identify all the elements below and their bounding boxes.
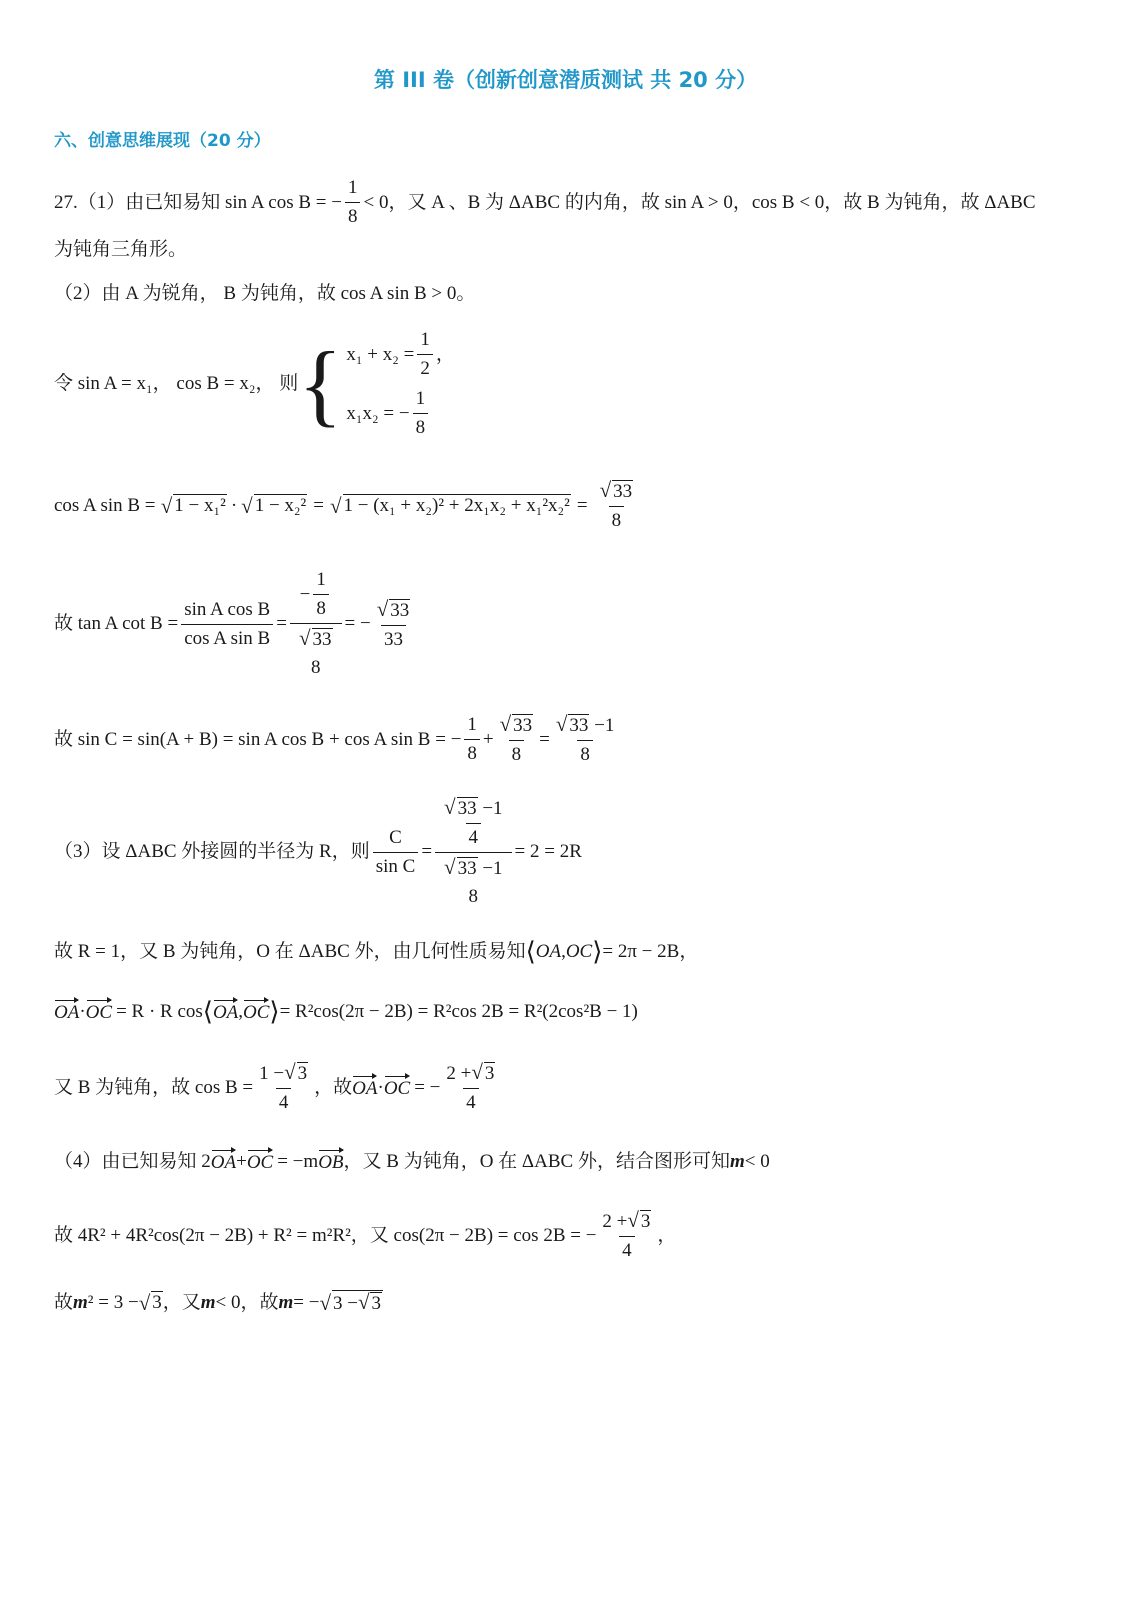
numerator: √ 33 −1 <box>555 712 615 736</box>
numerator: 1 <box>415 388 426 409</box>
vector-OA: OA <box>535 941 562 962</box>
solution-part-2 <box>54 282 475 306</box>
radicand: 3 <box>152 1292 162 1313</box>
radicand: 33 <box>613 481 633 502</box>
vector-OC: OC <box>86 998 112 1025</box>
left-angle-bracket: ⟨ <box>525 937 536 966</box>
radicand: 33 <box>457 798 477 819</box>
dot-product-line <box>54 998 638 1025</box>
vector-OC: OC <box>247 1148 273 1175</box>
equals: = <box>539 728 550 750</box>
system-row-1 <box>346 328 454 381</box>
equals: = <box>421 841 433 862</box>
one-minus: 1 − <box>259 1063 285 1084</box>
numerator: √ 33 −1 <box>444 855 503 879</box>
row1-text: x₁ + x₂ = <box>346 343 415 365</box>
eq-middle: = −m <box>277 1150 319 1172</box>
numerator: √ 33 <box>499 712 533 736</box>
denominator: sin C <box>373 852 419 879</box>
eq-middle: = R · R cos <box>116 1000 203 1022</box>
eq-part: = − <box>293 1291 320 1313</box>
denominator: 8 <box>313 594 329 621</box>
eq-tail-text: ，又 B 为钝角，O 在 ΔABC 外，结合图形可知 <box>343 1150 730 1172</box>
radicand: 33 <box>390 599 410 621</box>
variable-m: m <box>729 1150 745 1172</box>
row1-tail: ， <box>435 343 455 365</box>
eq-lead: 又 B 为钝角，故 cos B = <box>54 1076 254 1098</box>
eq-lead: cos A sin B = <box>54 494 156 516</box>
fraction-sqrt33-minus1-over-8 <box>553 712 618 767</box>
denominator: 4 <box>276 1088 292 1115</box>
tanA-cotB-equation <box>54 568 416 680</box>
row2-text: x₁x₂ = − <box>346 402 410 424</box>
part1-conclusion <box>54 238 187 262</box>
radicand: 33 <box>569 715 589 736</box>
eq-part: ² = 3 − <box>87 1291 139 1313</box>
eq-lead: 故 sin C = sin(A + B) = sin A cos B + cos A sin B = − <box>54 728 462 750</box>
sqrt-symbol: √ <box>319 1290 331 1315</box>
equals-minus: = − <box>414 1076 441 1098</box>
sqrt-symbol: √ <box>138 1290 151 1315</box>
denominator <box>435 852 512 909</box>
minus-one: −1 <box>477 798 503 819</box>
numerator: 1 <box>347 177 358 198</box>
eq-part: ，又 <box>162 1291 201 1313</box>
system-row-2 <box>346 387 454 440</box>
minus-one: −1 <box>477 858 503 879</box>
fraction-C-over-sinC <box>373 826 419 879</box>
fraction-sin-cos <box>181 598 273 651</box>
denominator <box>290 623 342 680</box>
eq-lead: 故 4R² + 4R²cos(2π − 2B) + R² = m²R²，又 cos(2π − 2B) = cos 2B = − <box>54 1224 597 1246</box>
vector-OA: OA <box>211 1148 236 1175</box>
equals-minus: = − <box>344 613 371 634</box>
radicand-1: 1 − x₁² <box>174 495 226 516</box>
dot-operator: · <box>230 494 238 516</box>
numerator: 1 −√ 3 <box>259 1060 308 1084</box>
denominator: 8 <box>468 886 479 907</box>
eq-tail: = 2π − 2B， <box>602 941 699 962</box>
fraction-sqrt33-over-8 <box>497 712 537 767</box>
denominator: 8 <box>464 739 480 766</box>
radicand: 33 <box>513 715 533 736</box>
dot-operator: · <box>79 1000 86 1022</box>
radicand: 3 <box>297 1063 308 1084</box>
part1-text-b: < 0，又 A 、B 为 ΔABC 的内角，故 sin A > 0，cos B < 0，故 B 为钝角，故 ΔABC <box>363 191 1036 213</box>
equals: = <box>276 613 287 634</box>
final-answer-line <box>54 1290 383 1315</box>
numerator: sin A cos B <box>184 598 271 620</box>
radicand-3: 1 − (x₁ + x₂)² + 2x₁x₂ + x₁²x₂² <box>343 495 570 516</box>
numerator: √ 33 −1 <box>444 795 503 819</box>
eq-lead: （3）设 ΔABC 外接圆的半径为 R，则 <box>54 841 370 862</box>
radicand: 33 <box>312 629 332 650</box>
fraction-one-eighth <box>413 387 429 440</box>
sqrt-symbol: √ <box>155 493 173 518</box>
vector-OC: OC <box>243 998 269 1025</box>
sqrt-symbol: √ <box>241 493 253 518</box>
vector-OC: OC <box>565 941 593 962</box>
vector-OC: OC <box>384 1074 410 1101</box>
denominator: 8 <box>413 413 429 440</box>
radicand-inner: 3 <box>371 1293 381 1314</box>
denominator: 8 <box>310 657 321 678</box>
fraction-2-plus-sqrt3-over-4 <box>443 1060 498 1115</box>
radicand-outer: 3 −√ 3 <box>332 1290 381 1314</box>
plus: + <box>482 728 494 750</box>
fraction-one-eighth <box>313 568 329 621</box>
denominator: 33 <box>381 625 406 652</box>
m-squared-line <box>54 1208 676 1263</box>
complex-fraction <box>290 568 342 680</box>
eq-middle: ，故 <box>314 1076 353 1098</box>
solution-part-3 <box>54 795 582 909</box>
minus-one: −1 <box>589 715 615 736</box>
radius-line <box>54 937 699 966</box>
eq-tail: ， <box>657 1224 677 1246</box>
fraction-one-eighth <box>345 176 361 229</box>
numerator: 1 <box>467 714 477 735</box>
numerator: √ 33 <box>376 596 410 621</box>
vector-OA: OA <box>54 998 79 1025</box>
radicand: 33 <box>457 858 477 879</box>
fraction-sqrt33-over-8 <box>296 626 336 680</box>
dot-operator: · <box>377 1076 384 1098</box>
eq-lead: 故 tan A cot B = <box>54 613 179 634</box>
cosA-sinB-equation <box>54 478 639 533</box>
eq-part: < 0，故 <box>215 1291 279 1313</box>
cosB-line <box>54 1060 501 1115</box>
denominator: 8 <box>345 202 361 229</box>
three-minus: 3 − <box>332 1293 358 1314</box>
section-heading: 六、创意思维展现（20 分） <box>54 131 271 151</box>
fraction-bottom <box>441 855 506 909</box>
variable-m: m <box>73 1291 88 1313</box>
comma: , <box>238 1000 244 1022</box>
fraction-one-half <box>417 328 433 381</box>
system-lead: 令 sin A = x₁， cos B = x₂， 则 <box>54 373 299 394</box>
sqrt-symbol: √ <box>329 493 342 518</box>
numerator: 2 +√ 3 <box>602 1208 651 1232</box>
vector-OA: OA <box>213 998 238 1025</box>
radicand: 3 <box>484 1063 495 1084</box>
denominator: 8 <box>577 740 593 767</box>
fraction-2-plus-sqrt3-over-4 <box>599 1208 654 1263</box>
radicand: 3 <box>640 1211 651 1232</box>
right-angle-bracket: ⟩ <box>269 996 280 1026</box>
vector-OA: OA <box>352 1074 377 1101</box>
equation-system <box>346 328 454 440</box>
eq-lead: （4）由已知易知 2 <box>54 1150 211 1172</box>
numerator: √ 33 <box>599 478 633 502</box>
left-brace: { <box>298 333 343 435</box>
eq-tail: = R²cos(2π − 2B) = R²cos 2B = R²(2cos²B − 1) <box>279 1000 638 1022</box>
right-angle-bracket: ⟩ <box>592 937 603 966</box>
numerator <box>435 795 512 852</box>
fraction-one-eighth <box>464 713 480 766</box>
solution-part-1 <box>54 176 1036 229</box>
numerator: 1 <box>316 569 326 590</box>
two-plus: 2 + <box>446 1063 472 1084</box>
text-gu: 故 <box>54 1291 74 1313</box>
denominator: 8 <box>609 506 625 533</box>
left-angle-bracket: ⟨ <box>202 996 213 1026</box>
equation-system-line <box>54 328 455 440</box>
page-title: 第 III 卷（创新创意潜质测试 共 20 分） <box>373 68 758 92</box>
fraction-top <box>441 795 506 850</box>
part1-text-c: 为钝角三角形。 <box>54 239 188 260</box>
radicand-2: 1 − x₂² <box>254 495 307 516</box>
minus: − <box>299 583 311 605</box>
denominator: 8 <box>509 740 525 767</box>
comma: , <box>561 941 566 962</box>
denominator: 2 <box>417 354 433 381</box>
plus: + <box>236 1150 247 1172</box>
equals: = <box>576 494 588 516</box>
numerator <box>297 568 335 623</box>
numerator: C <box>389 826 402 848</box>
numerator: 2 +√ 3 <box>446 1060 495 1084</box>
eq-lead: 故 R = 1，又 B 为钝角，O 在 ΔABC 外，由几何性质易知 <box>54 941 526 962</box>
fraction-1-minus-sqrt3-over-4 <box>256 1060 311 1115</box>
denominator: 4 <box>466 823 482 850</box>
denominator: cos A sin B <box>181 624 273 651</box>
variable-m: m <box>278 1291 294 1313</box>
fraction-sqrt33-over-33 <box>374 597 414 652</box>
denominator: 4 <box>463 1088 479 1115</box>
sinC-equation <box>54 712 620 767</box>
vector-OB: OB <box>318 1148 343 1175</box>
solution-part-4 <box>54 1148 770 1175</box>
variable-m: m <box>200 1291 216 1313</box>
fraction-sqrt33-over-8 <box>597 478 637 533</box>
equals: = <box>313 494 324 516</box>
complex-fraction <box>435 795 512 909</box>
eq-tail: < 0 <box>744 1150 770 1172</box>
eq-tail: = 2 = 2R <box>514 841 582 862</box>
two-plus: 2 + <box>602 1211 628 1232</box>
part1-text-a: 27.（1）由已知易知 sin A cos B = − <box>54 191 342 213</box>
denominator: 4 <box>619 1236 635 1263</box>
numerator: 1 <box>420 329 430 350</box>
numerator: √ 33 <box>298 626 332 650</box>
part2-text: （2）由 A 为锐角， B 为钝角，故 cos A sin B > 0。 <box>54 283 476 304</box>
